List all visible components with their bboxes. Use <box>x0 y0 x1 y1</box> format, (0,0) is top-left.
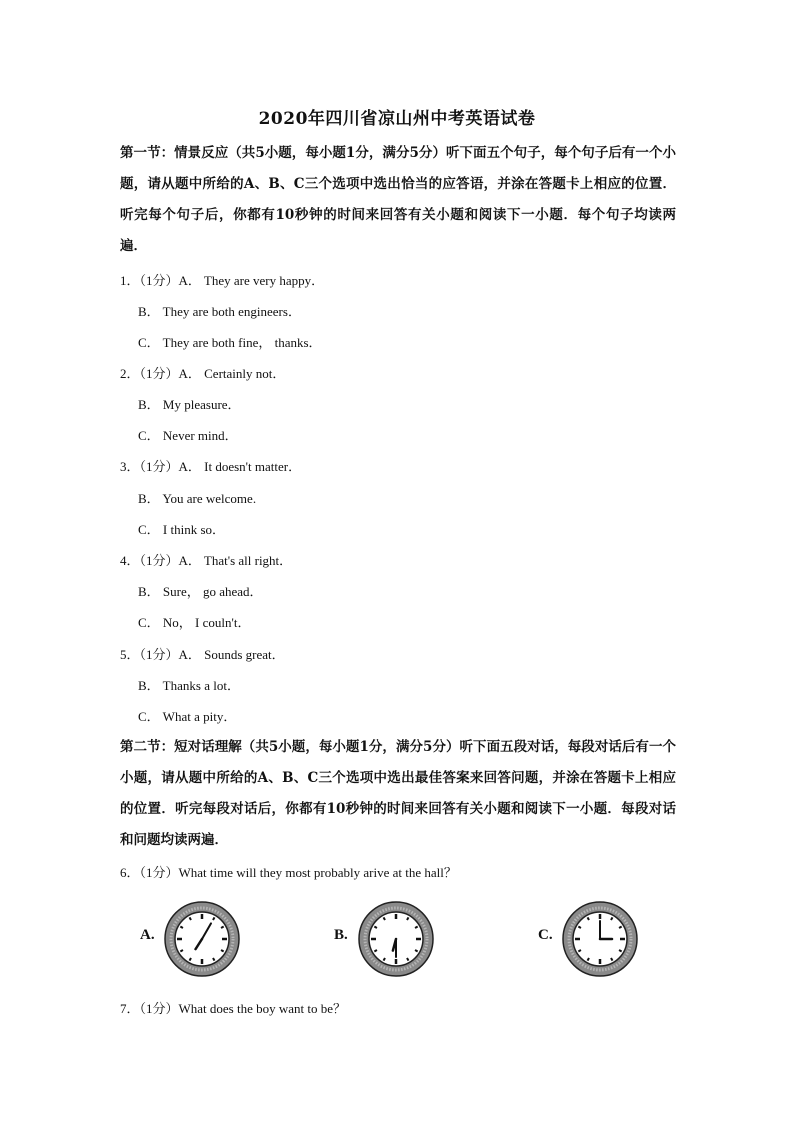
question-2-option-b: B． My pleasure． <box>138 397 241 412</box>
question-5-option-b: B． Thanks a lot． <box>138 678 240 693</box>
section-1-instructions: 第一节：情景反应（共5小题，每小题1分，满分5分）听下面五个句子，每个句子后有一个小题，请从题中所给的A、B、C三个选项中选出恰当的应答语，并涂在答题卡上相应的位置．听完每个句子后，你都有10秒钟的时间来回答有关小题和阅读下一小题．每个句子均读两遍． <box>120 145 676 254</box>
clock-options <box>140 897 640 981</box>
clock-tick <box>619 927 622 929</box>
clock-tick <box>578 927 581 929</box>
clock-tick <box>619 950 622 952</box>
clock-tick <box>180 927 183 929</box>
clock-tick <box>374 950 377 952</box>
clock-label-a: A. <box>140 927 155 943</box>
section-2-instructions: 第二节：短对话理解（共5小题，每小题1分，满分5分）听下面五段对话，每段对话后有一个小题，请从题中所给的A、B、C三个选项中选出最佳答案来回答问题，并涂在答题卡上相应的位置．听完每段对话后，你都有10秒钟的时间来回答有关小题和阅读下一小题．每段对话和问题均读两遍． <box>120 739 676 848</box>
question-1-stem: 1．（1分）A． They are very happy． <box>120 273 325 288</box>
clock-label-c: C. <box>538 927 553 943</box>
question-5-stem: 5．（1分）A． Sounds great． <box>120 647 285 662</box>
clock-tick <box>611 958 613 961</box>
clock-icon <box>358 897 434 981</box>
clock-tick <box>407 958 409 961</box>
clock-tick <box>407 917 409 920</box>
question-3-option-b: B． You are welcome. <box>138 491 257 506</box>
question-2-option-c: C． Never mind． <box>138 428 238 443</box>
clock-icon <box>562 897 638 981</box>
question-1-option-c: C． They are both fine， thanks． <box>138 335 322 350</box>
clock-tick <box>213 958 215 961</box>
clock-tick <box>190 917 192 920</box>
question-1-option-b: B． They are both engineers． <box>138 304 301 319</box>
clock-tick <box>384 917 386 920</box>
clock-tick <box>415 927 418 929</box>
page-title: 2020年四川省凉山州中考英语试卷 <box>258 109 536 129</box>
clock-tick <box>588 958 590 961</box>
question-3-option-c: C． I think so． <box>138 522 226 537</box>
clock-icon <box>164 897 240 981</box>
clock-tick <box>221 927 224 929</box>
question-4-stem: 4．（1分）A． That's all right． <box>120 553 293 568</box>
clock-tick <box>190 958 192 961</box>
clock-tick <box>415 950 418 952</box>
question-7-stem: 7．（1分）What does the boy want to be？ <box>120 1001 347 1016</box>
clock-tick <box>180 950 183 952</box>
clock-label-b: B. <box>334 927 348 943</box>
clock-tick <box>611 917 613 920</box>
question-4-option-c: C． No， I couln't． <box>138 615 251 630</box>
question-5-option-c: C． What a pity． <box>138 709 237 724</box>
clock-tick <box>221 950 224 952</box>
clock-tick <box>374 927 377 929</box>
clock-tick <box>213 917 215 920</box>
clock-tick <box>588 917 590 920</box>
clock-tick <box>384 958 386 961</box>
question-6-stem: 6．（1分）What time will they most probably arive at the hall？ <box>120 865 457 880</box>
question-3-stem: 3．（1分）A． It doesn't matter． <box>120 459 302 474</box>
clock-tick <box>578 950 581 952</box>
question-4-option-b: B． Sure， go ahead． <box>138 584 263 599</box>
question-2-stem: 2．（1分）A． Certainly not． <box>120 366 286 381</box>
